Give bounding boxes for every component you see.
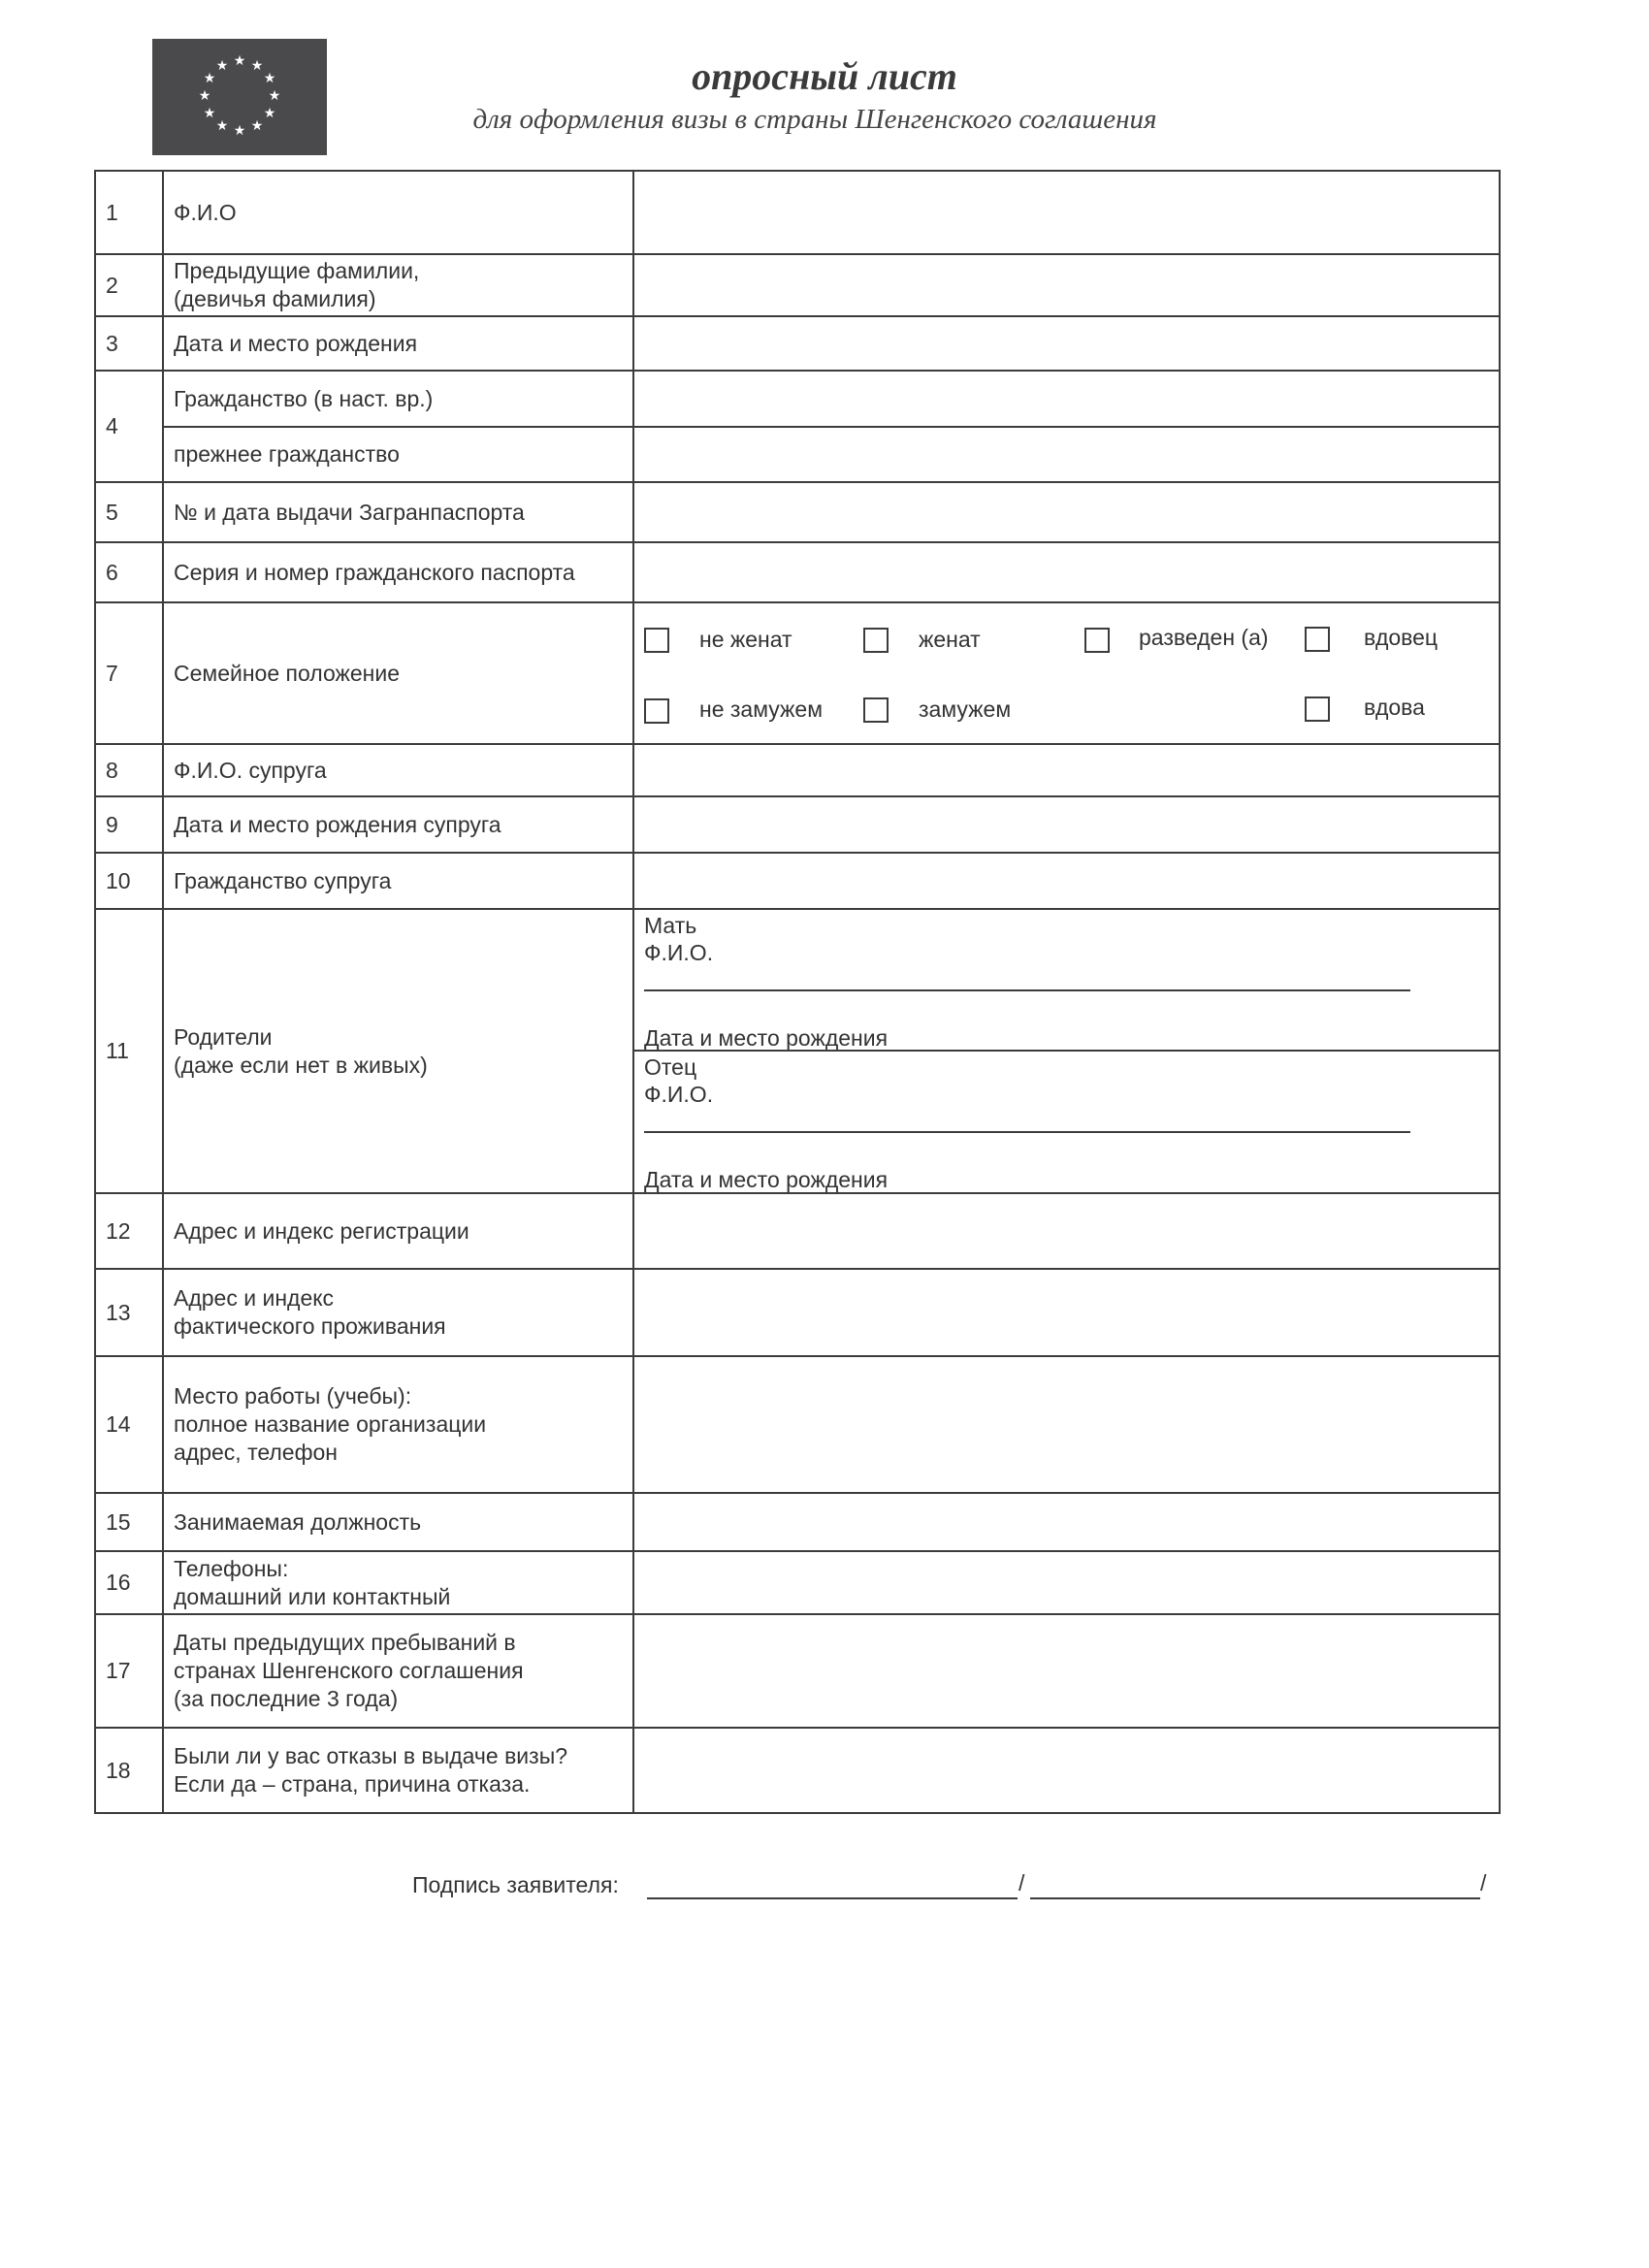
row-label-line: Предыдущие фамилии, <box>174 258 420 283</box>
eu-stars-icon <box>152 39 327 155</box>
signature-label: Подпись заявителя: <box>412 1872 619 1897</box>
row-label: Дата и место рождения супруга <box>163 796 633 853</box>
svg-text:★: ★ <box>215 58 229 74</box>
row-label: Адрес и индекс регистрации <box>163 1193 633 1269</box>
row-label: Семейное положение <box>163 602 633 744</box>
mother-block <box>644 912 1499 966</box>
option-label: замужем <box>919 697 1012 722</box>
row-label-line: полное название организации <box>174 1411 487 1437</box>
row-label <box>163 1269 633 1356</box>
workplace-field[interactable] <box>633 1356 1500 1493</box>
birth-date-place-field[interactable] <box>633 316 1500 371</box>
row-number: 4 <box>95 371 163 482</box>
table-row <box>95 482 1500 542</box>
signature-line[interactable] <box>647 1897 1018 1899</box>
current-citizenship-field[interactable] <box>633 371 1500 427</box>
row-label-line: Даты предыдущих пребываний в <box>174 1630 516 1655</box>
spouse-citizenship-field[interactable] <box>633 853 1500 909</box>
option-label: женат <box>919 627 981 652</box>
row-number: 7 <box>95 602 163 744</box>
table-row <box>95 542 1500 602</box>
row-number: 5 <box>95 482 163 542</box>
table-row <box>95 1551 1500 1614</box>
row-number: 11 <box>95 909 163 1193</box>
row-label <box>163 1551 633 1614</box>
option-label: не замужем <box>699 697 824 722</box>
table-row <box>95 1356 1500 1493</box>
row-label-line: Место работы (учебы): <box>174 1383 412 1409</box>
row-label: Ф.И.О <box>163 171 633 254</box>
father-label: Отец <box>644 1053 697 1080</box>
row-label: № и дата выдачи Загранпаспорта <box>163 482 633 542</box>
row-number: 12 <box>95 1193 163 1269</box>
row-number: 10 <box>95 853 163 909</box>
table-row <box>95 1614 1500 1728</box>
svg-text:★: ★ <box>198 88 211 104</box>
passport-number-field[interactable] <box>633 482 1500 542</box>
checkbox-married-male[interactable] <box>863 628 889 653</box>
option-label: разведен (а) <box>1139 625 1269 650</box>
spouse-birth-field[interactable] <box>633 796 1500 853</box>
mother-label: Мать <box>644 912 697 938</box>
table-row <box>95 171 1500 254</box>
row-number: 15 <box>95 1493 163 1551</box>
signature-slash: / <box>1018 1870 1025 1895</box>
checkbox-not-married-female[interactable] <box>644 698 669 724</box>
row-label-line: домашний или контактный <box>174 1583 451 1609</box>
signature-name-line[interactable] <box>1030 1897 1480 1899</box>
row-label-line: Родители <box>174 1023 273 1050</box>
row-number: 16 <box>95 1551 163 1614</box>
table-row <box>95 1193 1500 1269</box>
row-label-line: странах Шенгенского соглашения <box>174 1658 524 1683</box>
row-label-line: Если да – страна, причина отказа. <box>174 1771 531 1797</box>
registration-address-field[interactable] <box>633 1193 1500 1269</box>
table-row <box>95 427 1500 482</box>
row-label: прежнее гражданство <box>163 427 633 482</box>
option-label: вдовец <box>1364 625 1439 650</box>
position-field[interactable] <box>633 1493 1500 1551</box>
checkbox-not-married-male[interactable] <box>644 628 669 653</box>
marital-status-options <box>633 602 1500 744</box>
form-subtitle: для оформления визы в страны Шенгенского соглашения <box>472 104 1157 135</box>
row-number: 2 <box>95 254 163 316</box>
table-row <box>95 1269 1500 1356</box>
table-row <box>95 744 1500 796</box>
spouse-name-field[interactable] <box>633 744 1500 796</box>
checkbox-widower[interactable] <box>1305 627 1330 652</box>
mother-fio-label: Ф.И.О. <box>644 939 714 965</box>
row-label: Ф.И.О. супруга <box>163 744 633 796</box>
parents-field <box>633 909 1500 1193</box>
row-label-line: (за последние 3 года) <box>174 1686 399 1711</box>
svg-text:★: ★ <box>268 88 281 104</box>
table-row <box>95 316 1500 371</box>
option-label: не женат <box>699 627 792 652</box>
form-title: опросный лист <box>692 54 957 98</box>
row-number: 8 <box>95 744 163 796</box>
table-row <box>95 796 1500 853</box>
table-row <box>95 371 1500 427</box>
actual-address-field[interactable] <box>633 1269 1500 1356</box>
svg-text:★: ★ <box>263 106 276 121</box>
checkbox-married-female[interactable] <box>863 697 889 723</box>
row-number: 6 <box>95 542 163 602</box>
row-number: 18 <box>95 1728 163 1813</box>
svg-text:★: ★ <box>233 123 246 139</box>
row-label <box>163 1614 633 1728</box>
table-row <box>95 602 1500 744</box>
row-label: Гражданство (в наст. вр.) <box>163 371 633 427</box>
table-row <box>95 1728 1500 1813</box>
row-label-line: адрес, телефон <box>174 1440 339 1465</box>
visa-refusals-field[interactable] <box>633 1728 1500 1813</box>
parents-divider <box>634 1050 1499 1052</box>
checkbox-widow[interactable] <box>1305 697 1330 722</box>
svg-text:★: ★ <box>233 53 246 69</box>
option-label: вдова <box>1364 695 1425 720</box>
row-label: Серия и номер гражданского паспорта <box>163 542 633 602</box>
internal-passport-field[interactable] <box>633 542 1500 602</box>
row-label-line: фактического проживания <box>174 1313 446 1339</box>
mother-fio-line[interactable] <box>644 989 1410 991</box>
table-row <box>95 909 1500 1193</box>
row-number: 14 <box>95 1356 163 1493</box>
svg-text:★: ★ <box>215 118 229 134</box>
row-label: Занимаемая должность <box>163 1493 633 1551</box>
svg-text:★: ★ <box>263 71 276 86</box>
row-label: Дата и место рождения <box>163 316 633 371</box>
row-label: Гражданство супруга <box>163 853 633 909</box>
row-number: 9 <box>95 796 163 853</box>
row-number: 13 <box>95 1269 163 1356</box>
svg-text:★: ★ <box>203 106 216 121</box>
table-row <box>95 853 1500 909</box>
row-label <box>163 1728 633 1813</box>
row-number: 1 <box>95 171 163 254</box>
questionnaire-table <box>94 170 1501 1814</box>
row-label <box>163 909 633 1193</box>
row-label <box>163 1356 633 1493</box>
father-block <box>644 1053 1499 1108</box>
table-row <box>95 1493 1500 1551</box>
father-birth-label: Дата и место рождения <box>644 1166 889 1192</box>
row-label-line: Адрес и индекс <box>174 1285 335 1311</box>
phones-field[interactable] <box>633 1551 1500 1614</box>
row-label-line: Были ли у вас отказы в выдаче визы? <box>174 1743 568 1768</box>
mother-birth-label: Дата и место рождения <box>644 1024 889 1051</box>
svg-text:★: ★ <box>250 118 264 134</box>
previous-citizenship-field[interactable] <box>633 427 1500 482</box>
previous-visits-field[interactable] <box>633 1614 1500 1728</box>
svg-text:★: ★ <box>250 58 264 74</box>
row-label-line: Телефоны: <box>174 1555 289 1581</box>
row-label <box>163 254 633 316</box>
signature-slash-end: / <box>1480 1870 1487 1895</box>
row-number: 17 <box>95 1614 163 1728</box>
svg-text:★: ★ <box>203 71 216 86</box>
row-label-line: (даже если нет в живых) <box>174 1052 428 1078</box>
father-fio-label: Ф.И.О. <box>644 1081 714 1107</box>
row-label-line: (девичья фамилия) <box>174 286 376 311</box>
full-name-field[interactable] <box>633 171 1500 254</box>
eu-flag-logo <box>152 39 327 155</box>
table-row <box>95 254 1500 316</box>
row-number: 3 <box>95 316 163 371</box>
previous-surnames-field[interactable] <box>633 254 1500 316</box>
father-fio-line[interactable] <box>644 1131 1410 1133</box>
checkbox-divorced[interactable] <box>1084 628 1110 653</box>
